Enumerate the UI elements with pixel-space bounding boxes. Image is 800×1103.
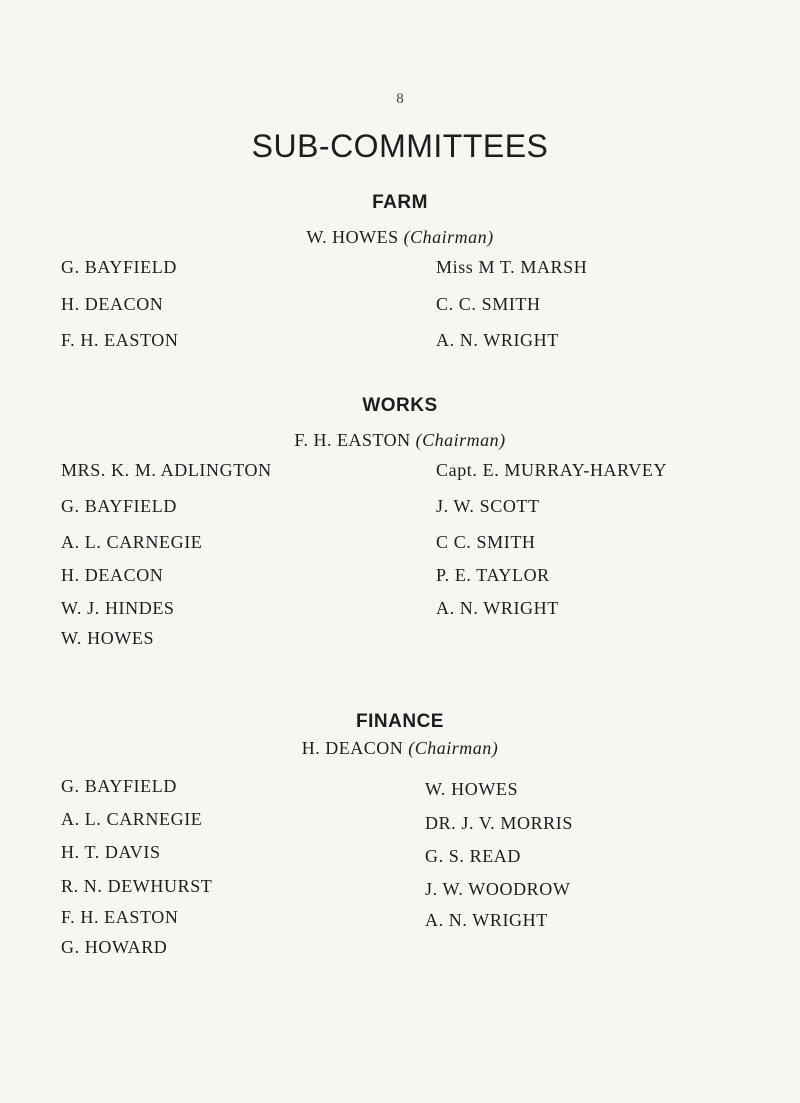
works-chairman-name: F. H. EASTON [294,430,411,450]
farm-chairman-name: W. HOWES [306,227,399,247]
works-member: J. W. SCOTT [436,496,540,516]
farm-member: F. H. EASTON [61,330,179,350]
farm-chairman [0,227,800,248]
works-member: C C. SMITH [436,532,536,552]
farm-member: G. BAYFIELD [61,257,177,277]
finance-member: DR. J. V. MORRIS [425,813,573,833]
farm-member: C. C. SMITH [436,294,541,314]
farm-member: Miss M T. MARSH [436,257,588,277]
finance-member: R. N. DEWHURST [61,876,213,896]
finance-member: G. HOWARD [61,937,168,957]
works-member: H. DEACON [61,565,164,585]
finance-member: F. H. EASTON [61,907,179,927]
works-member: G. BAYFIELD [61,496,177,516]
farm-chairman-role: (Chairman) [403,227,494,247]
works-chairman [0,430,800,451]
works-member: MRS. K. M. ADLINGTON [61,460,272,480]
finance-chairman-role: (Chairman) [408,738,499,758]
works-member: A. L. CARNEGIE [61,532,203,552]
page-number: 8 [396,91,404,107]
farm-member: H. DEACON [61,294,164,314]
finance-member: A. L. CARNEGIE [61,809,203,829]
finance-member: A. N. WRIGHT [425,910,548,930]
finance-member: W. HOWES [425,779,519,799]
finance-member: H. T. DAVIS [61,842,161,862]
works-heading: WORKS [362,395,438,416]
page-title: SUB-COMMITTEES [251,128,549,164]
works-member: A. N. WRIGHT [436,598,559,618]
works-member: Capt. E. MURRAY-HARVEY [436,460,668,480]
finance-chairman [0,738,800,759]
finance-chairman-name: H. DEACON [301,738,404,758]
finance-heading: FINANCE [356,711,444,732]
finance-member: G. BAYFIELD [61,776,177,796]
works-chairman-role: (Chairman) [415,430,506,450]
farm-member: A. N. WRIGHT [436,330,559,350]
farm-heading: FARM [372,192,428,213]
works-member: P. E. TAYLOR [436,565,550,585]
works-member: W. J. HINDES [61,598,175,618]
finance-member: G. S. READ [425,846,522,866]
finance-member: J. W. WOODROW [425,879,571,899]
works-member: W. HOWES [61,628,155,648]
